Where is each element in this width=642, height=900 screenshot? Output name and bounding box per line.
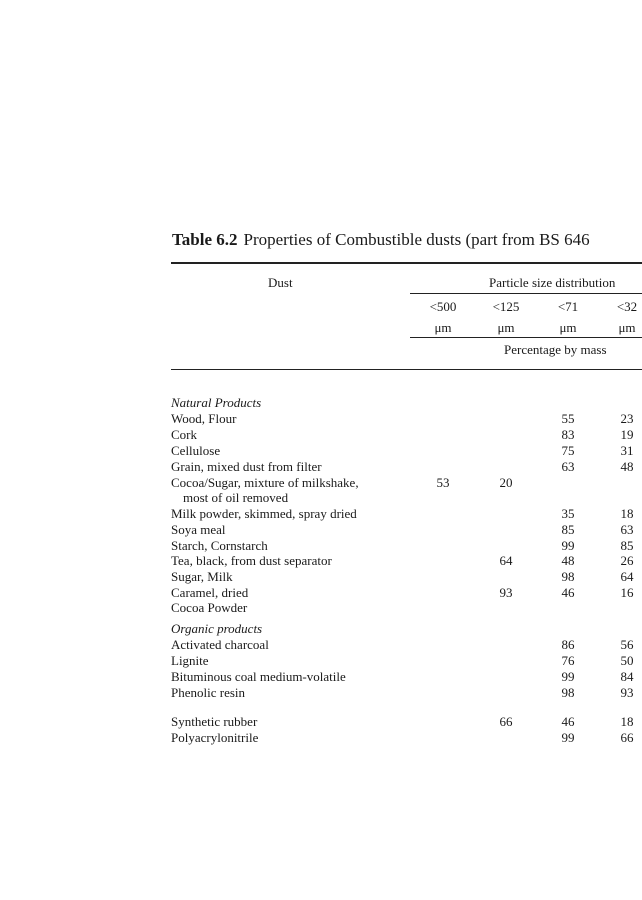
table-row (0, 637, 642, 653)
dust-name: Cellulose (171, 443, 221, 458)
size-value-cell: 75 (561, 443, 575, 458)
size-value-cell: 46 (561, 585, 575, 600)
unit-label: μm (497, 320, 515, 335)
size-value-cell: 63 (561, 459, 575, 474)
size-value-cell: 64 (499, 553, 513, 568)
size-value-cell: 35 (561, 506, 575, 521)
table-row (0, 522, 642, 538)
size-value-cell: 66 (620, 730, 634, 745)
dust-column-header: Dust (268, 275, 293, 290)
dust-name: Milk powder, skimmed, spray dried (171, 506, 357, 521)
unit-rule (410, 337, 642, 338)
dust-name: Lignite (171, 653, 209, 668)
size-value-cell: 66 (499, 714, 513, 729)
dust-name: Cocoa Powder (171, 600, 248, 615)
table-row (0, 443, 642, 459)
table-row (0, 685, 642, 701)
section-heading-row (0, 395, 642, 411)
size-header-32: <32 (616, 299, 638, 314)
size-value-cell: 76 (561, 653, 575, 668)
table-caption (172, 229, 590, 251)
table-row (0, 585, 642, 601)
dust-name: Cork (171, 427, 197, 442)
dust-name: Polyacrylonitrile (171, 730, 259, 745)
dust-name: Phenolic resin (171, 685, 246, 700)
dust-name: Cocoa/Sugar, mixture of milkshake, (171, 475, 359, 490)
section-heading: Natural Products (171, 395, 262, 410)
dust-name: Caramel, dried (171, 585, 249, 600)
table-row (0, 653, 642, 669)
particle-size-header: Particle size distribution (489, 275, 616, 290)
size-value-cell: 85 (620, 538, 634, 553)
group-rule (410, 293, 642, 294)
table-row (0, 730, 642, 746)
size-value-cell: 63 (620, 522, 634, 537)
top-rule (171, 262, 642, 264)
dust-name: Tea, black, from dust separator (171, 553, 332, 568)
size-value-cell: 98 (561, 569, 575, 584)
size-value-cell: 93 (620, 685, 634, 700)
section-heading-row (0, 621, 642, 637)
table-title: Properties of Combustible dusts (part from BS 646 (243, 230, 590, 249)
dust-name: Activated charcoal (171, 637, 269, 652)
size-value-cell: 46 (561, 714, 575, 729)
dust-name: Wood, Flour (171, 411, 237, 426)
size-value-cell: 93 (499, 585, 513, 600)
dust-name: Synthetic rubber (171, 714, 258, 729)
dust-name: Starch, Cornstarch (171, 538, 268, 553)
size-value-cell: 31 (620, 443, 634, 458)
table-row (0, 459, 642, 475)
percentage-basis-label: Percentage by mass (504, 342, 607, 357)
size-value-cell: 23 (620, 411, 634, 426)
size-value-cell: 98 (561, 685, 575, 700)
size-value-cell: 19 (620, 427, 634, 442)
size-value-cell: 99 (561, 669, 575, 684)
header-bottom-rule (171, 369, 642, 370)
size-value-cell: 55 (561, 411, 575, 426)
table-row (0, 475, 642, 491)
table-row (0, 669, 642, 685)
dust-name: most of oil removed (183, 490, 289, 505)
table-row (0, 411, 642, 427)
unit-label: μm (618, 320, 636, 335)
table-row (0, 600, 642, 616)
size-value-cell: 84 (620, 669, 634, 684)
table-number: Table 6.2 (172, 230, 238, 249)
table-row (0, 714, 642, 730)
table-row (0, 569, 642, 585)
table-row (0, 490, 642, 506)
size-value-cell: 20 (499, 475, 513, 490)
size-value-cell: 86 (561, 637, 575, 652)
size-value-cell: 48 (561, 553, 575, 568)
dust-name: Soya meal (171, 522, 226, 537)
dust-name: Grain, mixed dust from filter (171, 459, 322, 474)
size-value-cell: 99 (561, 730, 575, 745)
table-row (0, 553, 642, 569)
size-header-125: <125 (492, 299, 520, 314)
size-value-cell: 18 (620, 714, 634, 729)
table-row (0, 506, 642, 522)
unit-label: μm (434, 320, 452, 335)
size-value-cell: 18 (620, 506, 634, 521)
table-row (0, 427, 642, 443)
table-row (0, 538, 642, 554)
size-value-cell: 64 (620, 569, 634, 584)
size-value-cell: 83 (561, 427, 575, 442)
dust-name: Sugar, Milk (171, 569, 233, 584)
section-heading: Organic products (171, 621, 263, 636)
size-value-cell: 56 (620, 637, 634, 652)
size-header-71: <71 (557, 299, 579, 314)
size-value-cell: 85 (561, 522, 575, 537)
size-value-cell: 26 (620, 553, 634, 568)
unit-label: μm (559, 320, 577, 335)
size-header-500: <500 (429, 299, 457, 314)
size-value-cell: 99 (561, 538, 575, 553)
size-value-cell: 50 (620, 653, 634, 668)
size-value-cell: 16 (620, 585, 634, 600)
dust-name: Bituminous coal medium-volatile (171, 669, 346, 684)
size-value-cell: 53 (436, 475, 450, 490)
size-value-cell: 48 (620, 459, 634, 474)
